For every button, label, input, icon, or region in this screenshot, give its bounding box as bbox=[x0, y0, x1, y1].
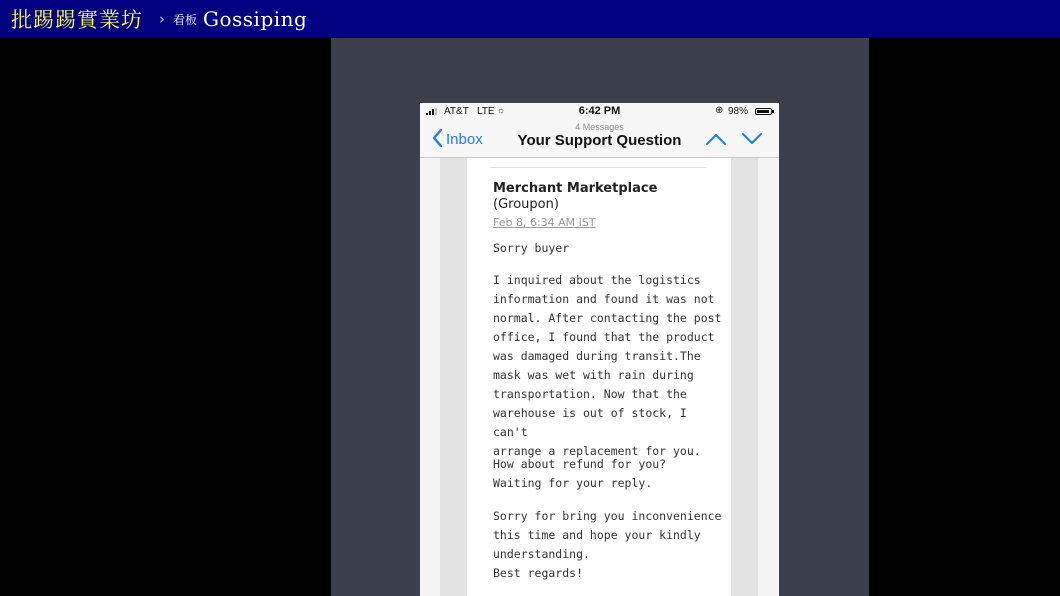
network-label: LTE bbox=[477, 106, 495, 117]
right-gutter bbox=[731, 158, 758, 596]
breadcrumb-separator: › bbox=[159, 10, 165, 28]
divider bbox=[491, 167, 707, 168]
status-clock: 6:42 PM bbox=[578, 105, 621, 117]
sent-date[interactable]: Feb 8, 6:34 AM IST bbox=[493, 216, 596, 229]
phone-screenshot bbox=[420, 103, 779, 596]
carrier-label: AT&T bbox=[444, 106, 469, 117]
message-content-area[interactable] bbox=[420, 158, 779, 596]
board-name-link[interactable]: Gossiping bbox=[203, 7, 308, 31]
message-count: 4 Messages bbox=[575, 122, 624, 132]
board-label: 看板 bbox=[173, 12, 198, 27]
email-paragraph-apology: Sorry for bring you inconvenience this time and hope your kindly understanding. Best regards! bbox=[493, 509, 722, 580]
email-greeting: Sorry buyer bbox=[493, 241, 570, 255]
sender-name: Merchant Marketplace bbox=[493, 181, 658, 196]
site-title-link[interactable]: 批踢踢實業坊 bbox=[11, 8, 143, 32]
email-body-card bbox=[467, 158, 731, 596]
left-gutter bbox=[440, 158, 467, 596]
ios-status-bar bbox=[420, 103, 779, 121]
inbox-back-button[interactable]: Inbox bbox=[446, 131, 483, 148]
email-paragraph-refund: How about refund for you? Waiting for your reply. bbox=[493, 457, 667, 490]
rotation-lock-icon: ⊕ bbox=[715, 105, 724, 116]
battery-icon bbox=[755, 108, 772, 115]
chevron-down-icon[interactable] bbox=[741, 132, 763, 151]
thread-subject-title: Your Support Question bbox=[517, 132, 682, 149]
ptt-header-bar bbox=[0, 0, 1060, 38]
chevron-up-icon[interactable] bbox=[705, 132, 727, 151]
email-paragraph-logistics: I inquired about the logistics information and found it was not normal. After contacting the post office, I found that the product was damaged during transit.The mask was wet with rain during transportation. Now that the warehouse is out of stock, I can't arrange a replacement for you. bbox=[493, 273, 722, 458]
sender-organization: (Groupon) bbox=[493, 197, 559, 212]
sync-activity-icon: ☼ bbox=[497, 105, 506, 115]
mail-navigation-bar bbox=[420, 121, 779, 158]
embedded-screenshot-frame bbox=[331, 38, 869, 596]
battery-percentage: 98% bbox=[728, 106, 749, 117]
